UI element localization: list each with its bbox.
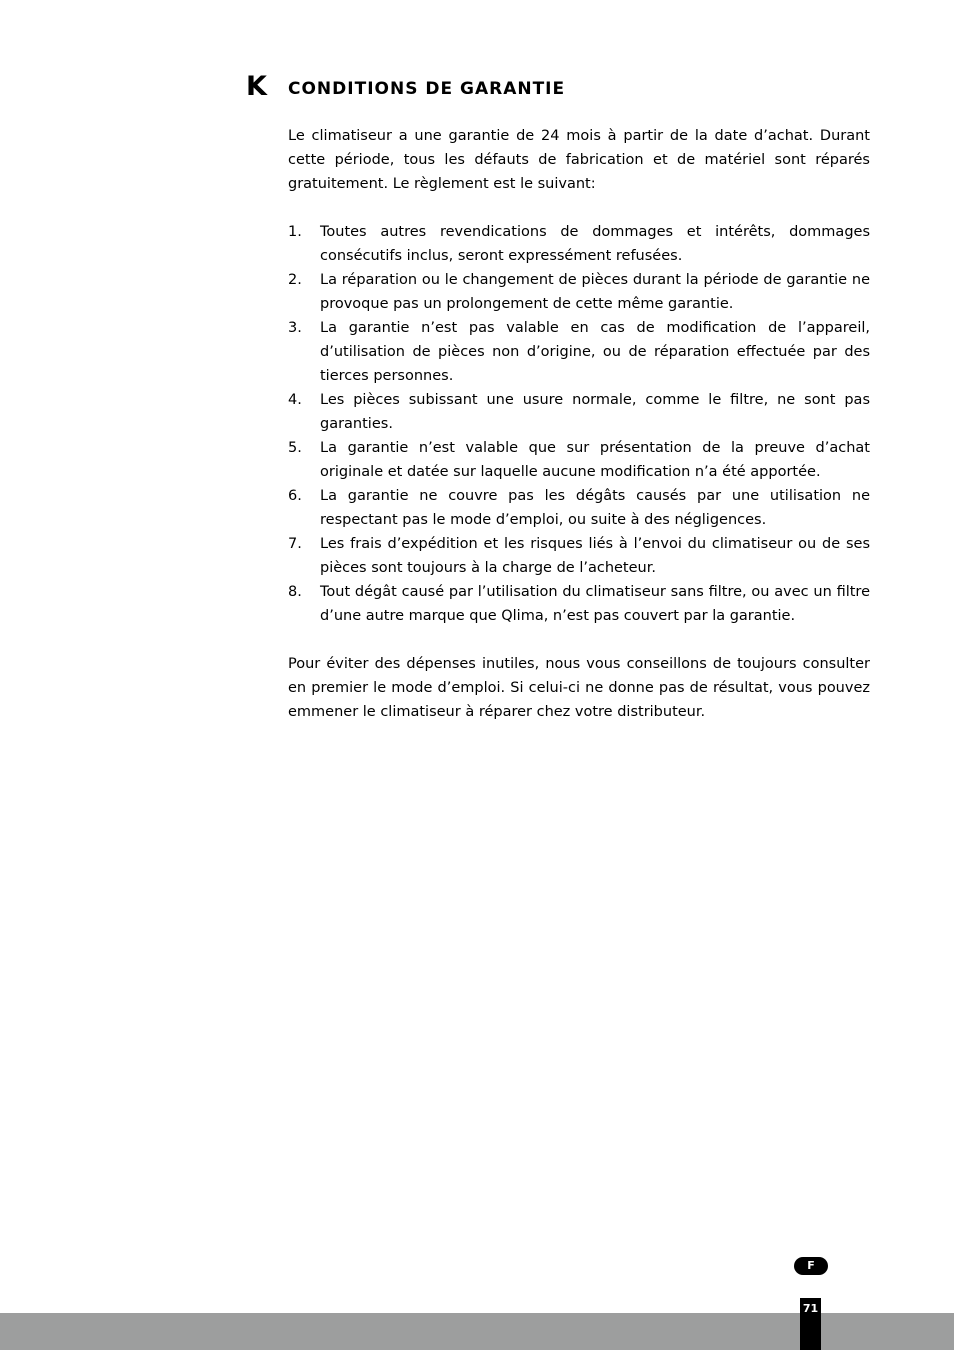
list-item <box>288 532 870 580</box>
section-letter: K <box>246 71 267 102</box>
list-item-number: 5. <box>288 440 302 456</box>
list-item-number: 6. <box>288 488 302 504</box>
list-item <box>288 580 870 628</box>
list-item <box>288 388 870 436</box>
list-item-text: Toutes autres revendications de dommages et intérêts, dommages consécutifs inclus, seront expressément refusées. <box>320 224 870 264</box>
list-item <box>288 484 870 532</box>
conditions-list <box>288 220 870 628</box>
list-item-number: 2. <box>288 272 302 288</box>
list-item-number: 1. <box>288 224 302 240</box>
list-item-text: La garantie n’est valable que sur présentation de la preuve d’achat originale et datée sur laquelle aucune modification n’a été apportée. <box>320 440 870 480</box>
list-item-number: 4. <box>288 392 302 408</box>
page-number: 71 <box>800 1298 821 1350</box>
list-item-number: 8. <box>288 584 302 600</box>
list-item-text: La réparation ou le changement de pièces durant la période de garantie ne provoque pas un prolongement de cette même garantie. <box>320 272 870 312</box>
list-item <box>288 316 870 388</box>
list-item-number: 3. <box>288 320 302 336</box>
list-item-text: La garantie ne couvre pas les dégâts causés par une utilisation ne respectant pas le mode d’emploi, ou suite à des négligences. <box>320 488 870 528</box>
intro-paragraph: Le climatiseur a une garantie de 24 mois à partir de la date d’achat. Durant cette période, tous les défauts de fabrication et de matériel sont réparés gratuitement. Le règlement est le suivant: <box>288 128 870 192</box>
list-item-text: Tout dégât causé par l’utilisation du climatiseur sans filtre, ou avec un filtre d’une autre marque que Qlima, n’est pas couvert par la garantie. <box>320 584 870 624</box>
list-item-text: La garantie n’est pas valable en cas de modification de l’appareil, d’utilisation de pièces non d’origine, ou de réparation effectuée par des tierces personnes. <box>320 320 870 384</box>
list-item-text: Les pièces subissant une usure normale, comme le filtre, ne sont pas garanties. <box>320 392 870 432</box>
list-item <box>288 220 870 268</box>
list-item <box>288 268 870 316</box>
list-item <box>288 436 870 484</box>
list-item-text: Les frais d’expédition et les risques liés à l’envoi du climatiseur ou de ses pièces sont toujours à la charge de l’acheteur. <box>320 536 870 576</box>
language-badge: F <box>794 1257 828 1275</box>
list-item-number: 7. <box>288 536 302 552</box>
closing-paragraph: Pour éviter des dépenses inutiles, nous vous conseillons de toujours consulter en premier le mode d’emploi. Si celui-ci ne donne pas de résultat, vous pouvez emmener le climatiseur à réparer chez votre distributeur. <box>288 656 870 720</box>
section-title: CONDITIONS DE GARANTIE <box>288 79 566 99</box>
warranty-content <box>288 124 870 724</box>
